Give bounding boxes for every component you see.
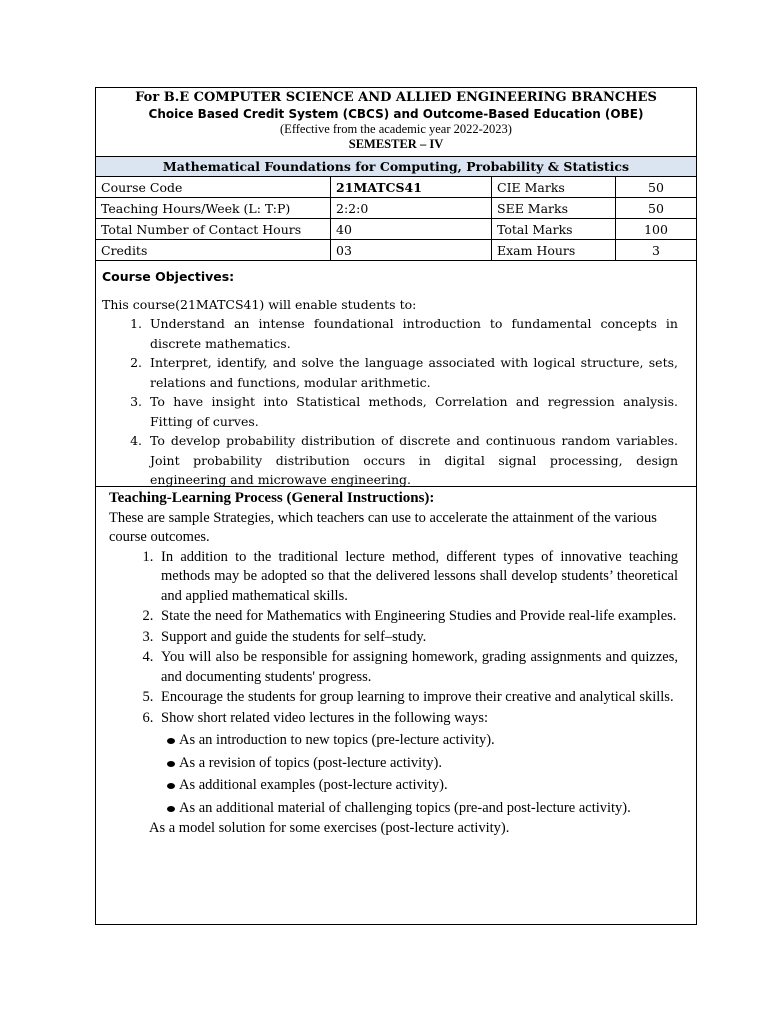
header-cbcs: Choice Based Credit System (CBCS) and Outcome-Based Education (OBE)	[148, 107, 644, 121]
table-cell: 03	[331, 240, 492, 261]
list-item: 1. In addition to the traditional lecture method, different types of innovative teaching methods may be adopted so that the delivered lessons shall develop students’ theoretical and applied mathematical skills.	[157, 548, 678, 607]
bullet-item: As an additional material of challenging topics (pre-and post-lecture activity).	[167, 799, 678, 819]
table-cell: 3	[616, 240, 697, 261]
tlp-heading: Teaching-Learning Process (General Instructions):	[109, 490, 435, 506]
objectives-intro: This course(21MATCS41) will enable students to:	[102, 296, 417, 312]
bullet-item: As a revision of topics (post-lecture activity).	[167, 754, 678, 774]
table-cell: CIE Marks	[492, 177, 616, 198]
objectives-list	[102, 314, 678, 490]
table-cell: Teaching Hours/Week (L: T:P)	[96, 198, 331, 219]
table-cell: 21MATCS41	[331, 177, 492, 198]
table-cell: Total Marks	[492, 219, 616, 240]
course-info-table	[96, 177, 696, 261]
tlp-last-line: As a model solution for some exercises (post-lecture activity).	[149, 820, 510, 836]
list-item: 3. To have insight into Statistical methods, Correlation and regression analysis. Fitting of curves.	[146, 392, 678, 431]
syllabus-page	[95, 87, 697, 925]
course-title: Mathematical Foundations for Computing, Probability & Statistics	[96, 156, 696, 177]
tlp-list	[109, 548, 678, 819]
objectives-heading: Course Objectives:	[102, 269, 235, 284]
video-ways-list	[161, 731, 678, 818]
list-item: 5. Encourage the students for group learning to improve their creative and analytical skills.	[157, 688, 678, 708]
teaching-learning-process	[96, 487, 696, 839]
list-item-text: Show short related video lectures in the following ways:	[161, 709, 488, 726]
header	[96, 90, 696, 156]
header-effective: (Effective from the academic year 2022-2023)	[280, 122, 512, 136]
header-branches: For B.E COMPUTER SCIENCE AND ALLIED ENGINEERING BRANCHES	[135, 90, 657, 105]
list-item: 2. State the need for Mathematics with Engineering Studies and Provide real-life examples.	[157, 607, 678, 627]
table-cell: 100	[616, 219, 697, 240]
list-item: 2. Interpret, identify, and solve the language associated with logical structure, sets, relations and functions, modular arithmetic.	[146, 353, 678, 392]
list-item: 1. Understand an intense foundational introduction to fundamental concepts in discrete mathematics.	[146, 314, 678, 353]
table-cell: 2:2:0	[331, 198, 492, 219]
header-semester: SEMESTER – IV	[348, 137, 444, 151]
table-cell: Total Number of Contact Hours	[96, 219, 331, 240]
table-cell: 50	[616, 177, 697, 198]
table-cell: SEE Marks	[492, 198, 616, 219]
list-item	[157, 709, 678, 819]
list-item: 3. Support and guide the students for self–study.	[157, 628, 678, 648]
table-row	[96, 177, 696, 198]
table-cell: Credits	[96, 240, 331, 261]
table-row	[96, 198, 696, 219]
bullet-item: As additional examples (post-lecture activity).	[167, 776, 678, 796]
table-cell: Course Code	[96, 177, 331, 198]
list-item: 4. To develop probability distribution of discrete and continuous random variables. Joint probability distribution occurs in digital signal processing, design engineering and microwave engineering.	[146, 431, 678, 490]
table-cell: Exam Hours	[492, 240, 616, 261]
table-cell: 50	[616, 198, 697, 219]
table-cell: 40	[331, 219, 492, 240]
tlp-intro: These are sample Strategies, which teachers can use to accelerate the attainment of the various course outcomes.	[109, 509, 657, 545]
list-item: 4. You will also be responsible for assigning homework, grading assignments and quizzes, and documenting students' progress.	[157, 648, 678, 687]
bullet-item: As an introduction to new topics (pre-lecture activity).	[167, 731, 678, 751]
table-row	[96, 219, 696, 240]
table-row	[96, 240, 696, 261]
course-objectives	[96, 261, 696, 487]
